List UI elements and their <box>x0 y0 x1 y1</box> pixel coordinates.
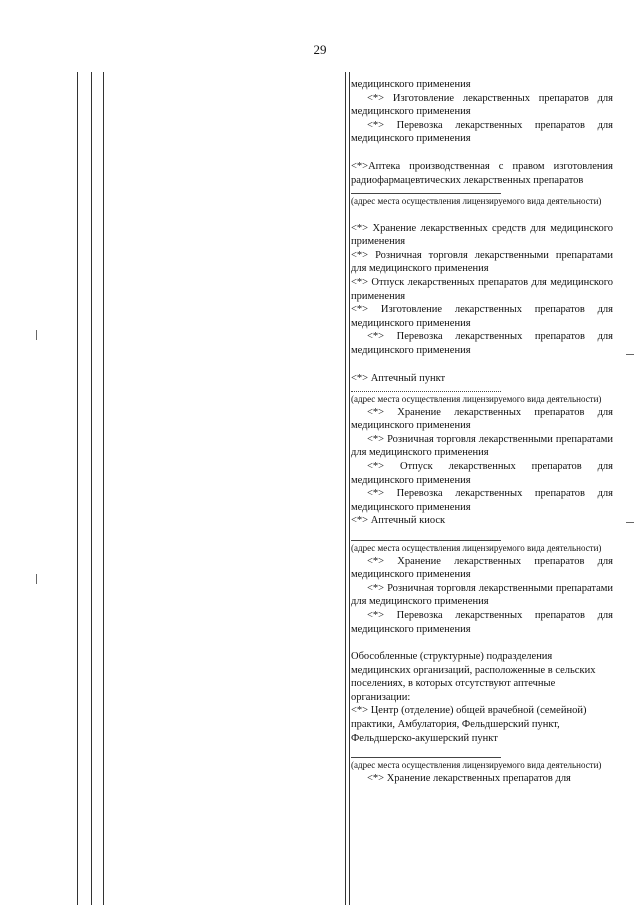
text-line: <*> Отпуск лекарственных препаратов для медицинского применения <box>351 277 613 302</box>
table-column-border <box>349 72 350 905</box>
text-line: <*> Перевозка лекарственных препаратов для медицинского применения <box>351 488 613 513</box>
margin-mark <box>36 574 38 584</box>
margin-tick <box>626 522 634 523</box>
text-line: <*> Розничная торговля лекарственными препаратами для медицинского применения <box>351 433 613 459</box>
text-line: <*>Аптека производственная с правом изготовления радиофармацевтических лекарственных препаратов <box>351 160 613 186</box>
address-rule <box>351 540 501 541</box>
margin-tick <box>626 354 634 355</box>
text-line: <*> Перевозка лекарственных препаратов для медицинского применения <box>351 331 613 356</box>
table-column-border <box>91 72 92 905</box>
address-caption: (адрес места осуществления лицензируемого вида деятельности) <box>351 760 602 771</box>
address-rule <box>351 757 501 758</box>
table-column-border <box>345 72 346 905</box>
text-line: <*> Изготовление лекарственных препаратов для медицинского применения <box>351 304 613 329</box>
text-line: <*> Хранение лекарственных препаратов для медицинского применения <box>351 406 613 432</box>
text-line: <*> Хранение лекарственных средств для медицинского применения <box>351 222 613 248</box>
address-caption: (адрес места осуществления лицензируемого вида деятельности) <box>351 543 602 554</box>
text-line: <*> Изготовление лекарственных препаратов для медицинского применения <box>351 92 613 118</box>
page-number: 29 <box>313 42 327 57</box>
text-line: <*> Центр (отделение) общей врачебной (семейной) практики, Амбулатория, Фельдшерский пункт, Фельдшерско-акушерский пункт <box>351 705 587 744</box>
text-line: <*> Аптечный киоск <box>351 515 446 527</box>
text-line: Обособленные (структурные) подразделения медицинских организаций, расположенные в сельских поселениях, в которых отсутствуют аптечные организации: <box>351 651 596 703</box>
table-column-border <box>103 72 104 905</box>
address-rule <box>351 391 501 392</box>
text-line: <*> Хранение лекарственных препаратов для медицинского применения <box>351 555 613 581</box>
text-line: <*> Розничная торговля лекарственными препаратами для медицинского применения <box>351 582 613 608</box>
text-line: медицинского применения <box>351 79 471 90</box>
address-caption: (адрес места осуществления лицензируемого вида деятельности) <box>351 196 602 207</box>
license-activities-text <box>351 78 613 785</box>
text-line: <*> Отпуск лекарственных препаратов для медицинского применения <box>351 461 613 486</box>
address-rule <box>351 193 501 194</box>
table-column-border <box>77 72 78 905</box>
text-line: <*> Розничная торговля лекарственными препаратами для медицинского применения <box>351 249 613 275</box>
text-line: <*> Перевозка лекарственных препаратов для медицинского применения <box>351 609 613 635</box>
address-caption: (адрес места осуществления лицензируемого вида деятельности) <box>351 394 602 405</box>
text-line: <*> Аптечный пункт <box>351 372 446 384</box>
text-line: <*> Перевозка лекарственных препаратов для медицинского применения <box>351 119 613 145</box>
text-line: <*> Хранение лекарственных препаратов для <box>367 772 571 784</box>
margin-mark <box>36 330 38 340</box>
